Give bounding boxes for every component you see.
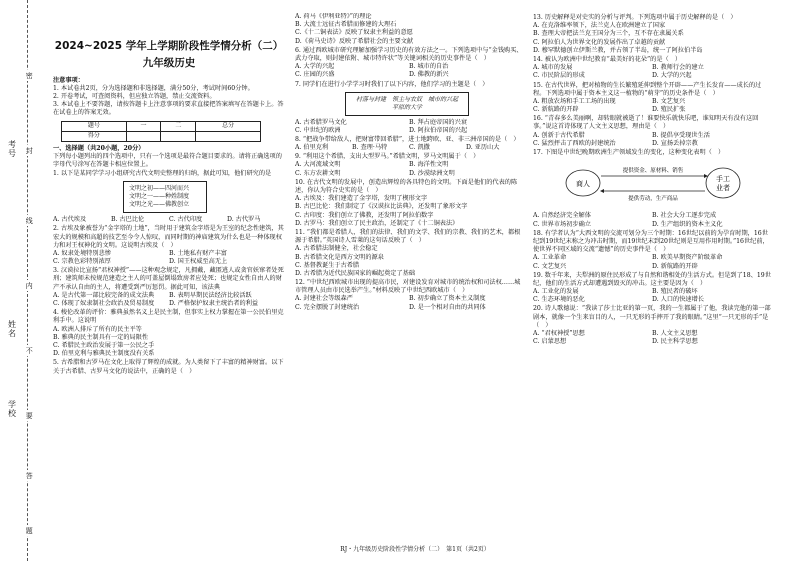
option: D. 大学的兴起 (652, 72, 692, 80)
score-cell: 二 (161, 121, 196, 131)
option: A. 城市的发展 (533, 64, 573, 72)
merchant-label: 商人 (576, 180, 590, 189)
option: A. “君权神授”思想 (533, 330, 585, 337)
option: B. 查理大帝把法兰克王国分为三个，互不存在隶属关系 (533, 30, 684, 38)
question-18-stem: 18. 有学者认为“大西文明的交流可划分为三个时期：16世纪以前的为孕育时期，16世纪到19世纪末称之为冲击时期，而19世纪末到20世纪则是互用作用时期。”16世纪前，使世界不同区域的交流“遗憾”的历史事件是（ ） (533, 229, 769, 254)
option: C. 古代印度 (169, 216, 203, 224)
option: A. 古希腊罗马文化 (295, 118, 347, 126)
option: D. 人口的快速增长 (652, 296, 704, 304)
question-19-stem: 19. 数千年来，夫犁洲的原住民形成了与自然和谐相处的生活方式。但是到了18、19世纪，他们的生活方式却遭遇到毁灭的冲击。这主要是因为（ ） (533, 271, 771, 287)
option: B. 古巴比伦 (111, 216, 145, 224)
option: D.《荷马史诗》反映了希腊社会的主要文献 (295, 37, 414, 45)
score-cell: 题号 (62, 121, 127, 131)
binding-margin (0, 0, 48, 561)
binding-word: 内 (25, 282, 34, 289)
option: A. 大河流域文明 (295, 161, 341, 169)
option: D. 生产组织的资本主义化 (652, 220, 723, 228)
option: A. 在克洛维率领下，法兰克人在欧洲建立了国家 (533, 22, 666, 30)
option: B. 初步确立了资本主义制度 (409, 295, 486, 303)
option: A. 工业化的发展 (533, 288, 579, 296)
binding-word: 要 (25, 412, 34, 419)
option: A. 伯里克利 (295, 144, 329, 152)
option: A. 荷马《伊利亚特》”的理论 (295, 13, 372, 20)
question-1-stem: 1. 以下是某同学学习小组研究古代文明史整理的归纳，据此可知，他们研究的是 (53, 170, 272, 178)
score-cell: 总分 (196, 121, 261, 131)
option: B. 古希腊文化是西方文明的源泉 (295, 253, 384, 261)
question-6-options (295, 63, 523, 79)
option: B. 欧美早期资产阶级革命 (652, 254, 723, 262)
question-12-options (295, 295, 523, 311)
option: A. 封建社会等级森严 (295, 295, 353, 303)
notice-item: 3. 本试卷上不要答题，请按答题卡上注意事项的要求直接把答案填写在答题卡上。答在试卷上的答案无效。 (53, 101, 284, 117)
option: B. 人文主义思想 (652, 330, 698, 337)
column-2 (295, 13, 523, 312)
option: D. 宣扬丢掉宗教 (652, 139, 698, 147)
option: D. 阿拉伯帝国的兴起 (409, 126, 468, 134)
score-cell (196, 131, 261, 141)
option: D. 佛教的新兴 (409, 71, 449, 79)
notice-item: 2. 开卷考试，可查阅资料，但应独立答题，禁止交流资料。 (53, 93, 216, 101)
binding-word: 题 (25, 527, 34, 534)
box-line: 文明之一——种姓制度 (129, 193, 190, 201)
question-16-options (533, 132, 771, 148)
option: D. 沙漠绿洲文明 (409, 169, 455, 177)
question-12-stem: 12. “中世纪西欧城市出现的提高市民，对建设发育对城市的统治权和司法权……城市管理人员由市民选举产生。”材料反映了中世纪西欧城市（ ） (295, 279, 521, 295)
option: C. 启蒙思想 (533, 338, 567, 346)
score-table (61, 121, 261, 142)
option: C. 希腊民主政治发展于第一公民之手 (53, 341, 155, 349)
option: B. 城市的自治 (409, 63, 449, 71)
school-label: 学校 (7, 400, 17, 418)
option: C. 猛烈抨击了西欧的封建统治 (533, 139, 616, 147)
option: C. 宗教色彩特别浓厚 (53, 258, 111, 266)
option: D. 新航路的开辟 (652, 262, 698, 270)
arrow-bottom-label: 提供劳动，生产商品 (628, 196, 678, 203)
column-3 (533, 13, 771, 346)
question-17-stem: 17. 下图是中世纪晚期欧洲生产领域发生的变化，这种变化表明（ ） (533, 149, 725, 156)
question-14-stem: 14. 被认为欧洲中世纪教育“最美好的花朵”的是（ ） (533, 55, 682, 63)
question-1-box (123, 181, 207, 213)
option: D. 严格保护奴隶主统治者的利益 (169, 300, 259, 307)
option: A. 古代埃及 (53, 216, 87, 224)
option: C. 体现了奴隶制社会政治及贸易制度 (53, 300, 155, 307)
option: A. 古希腊法制健全，社会稳定 (295, 245, 378, 253)
section-intro: 下列每小题列出的四个选项中，只有一个选项是最符合题目要求的。请将正确选项的字母代号涂写在答题卡相应位置上。 (53, 152, 282, 169)
option: A. 创新于古代希腊 (533, 131, 585, 139)
notice-item: 1. 本试卷共2页，分为选择题和非选择题，满分50分，考试时间60分钟。 (53, 84, 254, 92)
option: B. 社会大分工逐步完成 (652, 212, 717, 220)
option: B. 拜占庭帝国的兴衰 (409, 118, 467, 126)
artisan-label-bottom: 业者 (716, 184, 730, 193)
question-14-options (533, 64, 771, 80)
option: C. 庄园的兴盛 (295, 71, 335, 79)
question-7-options (295, 119, 523, 135)
option: D. 亚历山大 (466, 144, 500, 152)
notice-heading: 注意事项： (53, 76, 84, 84)
student-name-label: 姓名 (7, 320, 17, 338)
option: B. 提倡享受现世生活 (652, 131, 710, 139)
artisan-label-top: 手工 (716, 175, 730, 184)
page-footer: RJ・九年级历史阶段性学情分析（二） 第1页（共2页） (340, 546, 490, 553)
option: B. 文艺复兴 (652, 97, 686, 105)
option: B. 雅典的民主制具有一定的局限性 (53, 333, 149, 341)
option: D. 民主科学思想 (652, 338, 698, 346)
question-7-box: 村落与封建 领主与农奴 城市的兴起 平原的大学 (345, 92, 469, 116)
question-15-stem: 15. 在古代世界，把对植物的生长繁殖延伸到整个开辟——产生长发育——成长的过程。下列选项中属于资本主义这一植物的“萌芽”的历史条件是（ ） (533, 81, 762, 97)
notice-block (53, 77, 285, 118)
score-cell: 得分 (62, 131, 127, 141)
binding-word: 封 (25, 147, 34, 154)
option: A. 是古代第一部比较完备的成文法典 (53, 291, 155, 299)
option: B. 教师行会的建立 (652, 64, 704, 72)
question-4-stem: 4. 梭伦改革的评价：雅典虽然名义上是民主制，但事实上权力掌握在第一公民伯里克利手中。这说明 (53, 309, 284, 325)
question-5-stem: 5. 古希腊和古罗马在文化上取得了辉煌的成就。为人类留下了丰富的精神财富。以下关于古希腊、古罗马文化的说法中，正确的是（ ） (53, 359, 284, 375)
question-13-stem: 13. 历史解释是对史实的分析与评判。下列选项中属于历史解释的是（ ） (533, 14, 737, 21)
option: A. 古埃及：我们建造了金字塔，发明了楔形文字 (295, 195, 428, 203)
score-cell (161, 131, 196, 141)
option: A. 自然经济完全解体 (533, 212, 591, 220)
box-line: 文明之初——四河而兴 (129, 185, 190, 193)
option: A. 粗放农场和手工工场的出现 (533, 97, 616, 105)
option: C. 中世纪的欧洲 (295, 126, 341, 134)
question-1-options (53, 216, 285, 224)
arrow-top-label: 提供资金、原材料、销售 (622, 168, 684, 175)
option: A. 工业革命 (533, 254, 567, 262)
option: D. 穆罕默德创立伊斯兰教，并占领了半岛，统一了阿拉伯半岛 (533, 46, 703, 54)
question-9-stem: 9. “利用这个希腊，支出大型罗马。”希腊文明，罗马文明属于（ ） (295, 153, 480, 161)
option: D. 国王权威至高无上 (169, 258, 228, 266)
binding-word: 线 (25, 217, 34, 224)
question-8-options (295, 144, 523, 152)
option: B. 古巴比伦：我们制定了《汉谟拉比法典》，还发明了象形文字 (295, 203, 468, 211)
question-18-options (533, 254, 771, 270)
option: C. 完全摆脱了封建统治 (295, 303, 360, 311)
question-19-options (533, 288, 771, 304)
option: B. 殖民者的破坏 (652, 288, 698, 296)
option: B. 查理·马特 (352, 144, 388, 152)
option: D. 伯里克利与雅典民主制度没有关系 (53, 350, 155, 358)
option: A. 奴隶处境特别悲惨 (53, 249, 111, 257)
option: B. 表明早期民法经济比较活跃 (169, 291, 252, 299)
option: D. 古罗马：我们创立了民主政治，还制定了《十二铜表法》 (295, 219, 459, 227)
question-16-stem: 16. “青春多么美丽啊，却转眼就被逝了！谁要快乐就快乐吧，谁知明天有没有这回事。”说这首诗体现了人文主义思想，理由是（ ） (533, 115, 759, 131)
option: A. 欧洲人排斥了所有的民主平等 (53, 325, 142, 333)
box-line: 文明之光——佛教创立 (129, 201, 190, 209)
option: C. 新航路的开辟 (533, 106, 579, 114)
option: C. 古印度：我们创立了佛教，还发明了阿拉伯数字 (295, 211, 434, 219)
exam-title: 2024~2025 学年上学期阶段性学情分析（二） (54, 40, 284, 52)
option: C. 世界市场初步确立 (533, 220, 591, 228)
option: B. 大流士远征古希腊而修建的大理石 (295, 21, 397, 29)
option: B. 土地私有财产丰富 (169, 249, 227, 257)
option: C. 文艺复兴 (533, 262, 567, 270)
option: C. 东方农耕文明 (295, 169, 341, 177)
binding-word: 密 (25, 72, 34, 79)
option: C. 生态环境的恶化 (533, 296, 585, 304)
option: C. 市民阶层的形成 (533, 72, 585, 80)
artisan-circle (706, 168, 740, 198)
binding-word: 答 (25, 472, 34, 479)
option: C. 阿拉伯人为世界文化的发展作出了卓越的贡献 (533, 38, 666, 46)
arrow-bottom-head (600, 189, 604, 193)
section-heading: 一、选择题（共20小题，20分） (53, 144, 145, 152)
question-2-stem: 2. 古埃及象被誉为“金字塔的土地”，当时用于建筑金字塔是为王室的纪念性建筑，其宏大的规模和高超的技艺至今令人惊叹，而同时期的神庙建筑为什么也是一种体现权力和对王权神化的文明。这说明古埃及（ ） (53, 225, 284, 249)
question-11-stem: 11. “我们都是希腊人，我们的法律、我们的文学、我们的宗教、我们的艺术，都根源于希腊。”英国诗人雪莱的这句话反映了（ ） (295, 228, 521, 245)
option: D. 是一个相对自由的共同体 (409, 303, 486, 311)
question-17-options (533, 212, 771, 228)
question-20-stem: 20. 诗人歌德说：“我读了莎士比亚的第一页，我的一生都属于了他，我读完他的第一部剧本，就像一个生来盲目的人，一只无形的手摔开了我的眼睛。”这里“一只无形的手”是（ ） (533, 305, 771, 329)
option: A. 大学的兴起 (295, 63, 335, 71)
column-1 (53, 40, 285, 376)
question-3-stem: 3. 汉谟拉比宣扬“君权神授”——这种观念规定，凡拥戴，藏匿逃人或贪官妖窜者处死刑；建筑师未按规范建造之主人的可盖屋倒塌致房者应处死；也规定女性自由人的财产不承认自由的主人，将遭受到严厉惩罚。据此可知，该法典 (53, 267, 284, 291)
option: D. 古代罗马 (227, 216, 261, 224)
question-6-stem: 6. 通过西欧城市研究理解加强学习历史的有效方法之一。下列选项中与“金钱购买、武力夺取，则封建依附、城市特许状”等关键词相关的历史事件是（ ） (295, 46, 523, 62)
question-10-stem: 10. 在古代文明的发展中，创造出辉煌的各具特色的文明。下面是他们的代表的陈述，你认为符合史实的是（ ） (295, 178, 518, 194)
question-8-stem: 8. “把战争带给敌人，把财富带回希腊”，进士地跨欧、亚、非三洲帝国的是（ ） (295, 135, 520, 143)
question-9-options (295, 161, 523, 177)
question-17-diagram (533, 157, 771, 209)
option: C.《十二铜表法》反映了奴隶主利益的意愿 (295, 29, 413, 37)
score-cell (126, 131, 161, 141)
option: B. 海洋性文明 (409, 161, 449, 169)
question-3-options (53, 292, 285, 308)
option: C. 基督教诞生于古希腊 (295, 261, 360, 269)
exam-subtitle: 九年级历史 (142, 56, 196, 69)
question-7-stem: 7. 同学们在进行小学学习时我们了以下内容，他们学习的主题是（ ） (295, 80, 489, 88)
binding-word: 不 (25, 347, 34, 354)
option: C. 凯撒 (409, 144, 430, 152)
option: D. 殖民扩张 (652, 106, 686, 114)
exam-number-label: 考号 (7, 140, 17, 158)
question-2-options (53, 250, 285, 266)
option: D. 古希腊为近代民族国家的崛起奠定了基础 (295, 269, 416, 277)
question-20-options (533, 330, 771, 346)
question-15-options (533, 98, 771, 114)
score-cell: 一 (126, 121, 161, 131)
